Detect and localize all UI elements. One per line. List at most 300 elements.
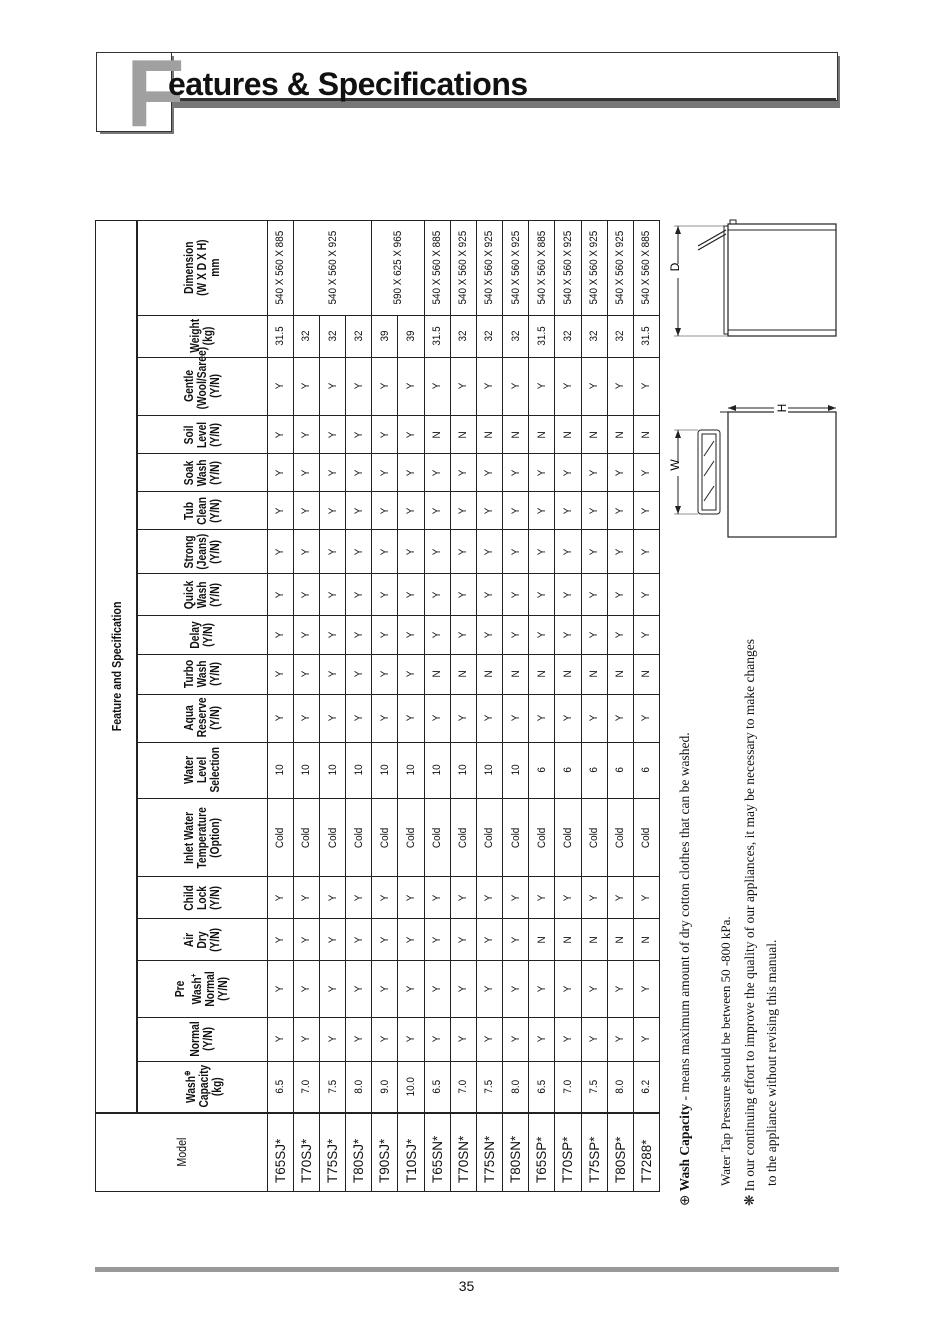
- spec-table-body: [267, 221, 659, 1192]
- cell-tub: Y: [398, 494, 424, 528]
- cell-air: Y: [372, 921, 398, 959]
- cell-inlet: Cold: [424, 802, 450, 872]
- cell-aqua: Y: [450, 697, 476, 740]
- note-water-pressure: Water Tap Pressure should be between 50 -800 kPa.: [718, 916, 733, 1186]
- model-cell: T75SP*: [581, 1113, 607, 1191]
- table-row: [633, 221, 659, 1192]
- cell-normal: Y: [555, 1019, 581, 1059]
- cell-quick: Y: [319, 576, 345, 614]
- cell-weight: 31.5: [529, 317, 555, 355]
- cell-dimension: 540 X 560 X 925: [581, 225, 607, 310]
- cell-air: N: [529, 921, 555, 959]
- col-air-dry: Air Dry (Y/N): [137, 923, 267, 958]
- cell-soak: Y: [529, 455, 555, 489]
- cell-child: Y: [607, 879, 633, 917]
- cell-dimension: 540 X 560 X 885: [424, 225, 450, 310]
- cell-air: N: [607, 921, 633, 959]
- note-changes-line2: to the appliance without revising this manual.: [764, 939, 779, 1186]
- cell-soak: Y: [503, 455, 529, 489]
- cell-soak: Y: [319, 455, 345, 489]
- cell-water: 10: [450, 745, 476, 796]
- cell-child: Y: [450, 879, 476, 917]
- col-weight: Weight (kg): [137, 319, 267, 354]
- cell-turbo: Y: [346, 656, 372, 692]
- cell-delay: Y: [633, 618, 659, 652]
- cell-cap: 6.5: [267, 1064, 293, 1111]
- model-cell: T10SJ*: [398, 1113, 424, 1191]
- cell-delay: Y: [529, 618, 555, 652]
- cell-gentle: Y: [581, 360, 607, 412]
- cell-water: 6: [555, 745, 581, 796]
- cell-air: Y: [503, 921, 529, 959]
- cell-gentle: Y: [398, 360, 424, 412]
- cell-strong: Y: [450, 532, 476, 572]
- cell-child: Y: [293, 879, 319, 917]
- cell-normal: Y: [529, 1019, 555, 1059]
- cell-quick: Y: [293, 576, 319, 614]
- cell-aqua: Y: [607, 697, 633, 740]
- cell-cap: 6.2: [633, 1064, 659, 1111]
- cell-tub: Y: [372, 494, 398, 528]
- cell-quick: Y: [529, 576, 555, 614]
- cell-gentle: Y: [293, 360, 319, 412]
- cell-water: 10: [503, 745, 529, 796]
- model-cell: T80SJ*: [346, 1113, 372, 1191]
- cell-gentle: Y: [476, 360, 502, 412]
- cell-strong: Y: [633, 532, 659, 572]
- cell-strong: Y: [555, 532, 581, 572]
- cell-cap: 6.5: [424, 1064, 450, 1111]
- cell-cap: 6.5: [529, 1064, 555, 1111]
- cell-cap: 7.5: [581, 1064, 607, 1111]
- cell-strong: Y: [372, 532, 398, 572]
- cell-aqua: Y: [293, 697, 319, 740]
- cell-pre: Y: [450, 964, 476, 1015]
- cell-soak: Y: [346, 455, 372, 489]
- cell-turbo: Y: [267, 656, 293, 692]
- cell-tub: Y: [293, 494, 319, 528]
- cell-soil: N: [476, 417, 502, 451]
- cell-water: 10: [267, 745, 293, 796]
- cell-weight: 32: [607, 317, 633, 355]
- model-cell: T80SN*: [503, 1113, 529, 1191]
- cell-normal: Y: [267, 1019, 293, 1059]
- cell-quick: Y: [424, 576, 450, 614]
- cell-tub: Y: [476, 494, 502, 528]
- cell-tub: Y: [555, 494, 581, 528]
- title-initial: F: [126, 40, 185, 147]
- cell-delay: Y: [581, 618, 607, 652]
- table-row: [476, 221, 502, 1192]
- cell-quick: Y: [607, 576, 633, 614]
- cell-child: Y: [424, 879, 450, 917]
- cell-pre: Y: [555, 964, 581, 1015]
- cell-inlet: Cold: [633, 802, 659, 872]
- cell-gentle: Y: [267, 360, 293, 412]
- model-cell: T65SN*: [424, 1113, 450, 1191]
- cell-gentle: Y: [450, 360, 476, 412]
- cell-water: 10: [293, 745, 319, 796]
- col-pre-wash: Pre Wash+ Normal (Y/N): [137, 966, 267, 1012]
- cell-water: 6: [607, 745, 633, 796]
- cell-normal: Y: [607, 1019, 633, 1059]
- cell-weight: 32: [476, 317, 502, 355]
- model-cell: T75SN*: [476, 1113, 502, 1191]
- cell-dimension: 540 X 560 X 925: [450, 225, 476, 310]
- spec-table-rotated: [95, 220, 660, 1192]
- cell-quick: Y: [346, 576, 372, 614]
- cell-child: Y: [346, 879, 372, 917]
- cell-dimension: 540 X 560 X 885: [529, 225, 555, 310]
- cell-inlet: Cold: [450, 802, 476, 872]
- cell-soil: Y: [293, 417, 319, 451]
- cell-cap: 8.0: [503, 1064, 529, 1111]
- page-title: eatures & Specifications: [168, 66, 528, 102]
- cell-inlet: Cold: [555, 802, 581, 872]
- cell-inlet: Cold: [372, 802, 398, 872]
- cell-strong: Y: [398, 532, 424, 572]
- cell-delay: Y: [346, 618, 372, 652]
- model-cell: T70SN*: [450, 1113, 476, 1191]
- cell-tub: Y: [450, 494, 476, 528]
- cell-dimension: 540 X 560 X 885: [633, 225, 659, 310]
- cell-pre: Y: [424, 964, 450, 1015]
- cell-child: Y: [581, 879, 607, 917]
- cell-cap: 10.0: [398, 1064, 424, 1111]
- cell-water: 10: [346, 745, 372, 796]
- cell-soak: Y: [372, 455, 398, 489]
- cell-soak: Y: [424, 455, 450, 489]
- cell-quick: Y: [450, 576, 476, 614]
- model-cell: T65SJ*: [267, 1113, 293, 1191]
- cell-strong: Y: [424, 532, 450, 572]
- cell-normal: Y: [633, 1019, 659, 1059]
- cell-cap: 7.0: [293, 1064, 319, 1111]
- cell-strong: Y: [476, 532, 502, 572]
- cell-weight: 31.5: [633, 317, 659, 355]
- col-soak-wash: Soak Wash (Y/N): [137, 457, 267, 488]
- cell-strong: Y: [267, 532, 293, 572]
- cell-air: Y: [476, 921, 502, 959]
- cell-soak: Y: [555, 455, 581, 489]
- cell-water: 6: [529, 745, 555, 796]
- cell-inlet: Cold: [476, 802, 502, 872]
- cell-soak: Y: [450, 455, 476, 489]
- note-changes-line1: ❋ In our continuing effort to improve the quality of our appliances, it may be necessary to make changes: [742, 638, 757, 1206]
- cell-delay: Y: [476, 618, 502, 652]
- cell-delay: Y: [555, 618, 581, 652]
- cell-normal: Y: [503, 1019, 529, 1059]
- cell-water: 10: [398, 745, 424, 796]
- cell-turbo: Y: [372, 656, 398, 692]
- cell-tub: Y: [346, 494, 372, 528]
- cell-air: N: [581, 921, 607, 959]
- col-turbo-wash: Turbo Wash (Y/N): [137, 658, 267, 691]
- cell-soil: Y: [346, 417, 372, 451]
- cell-turbo: N: [450, 656, 476, 692]
- cell-quick: Y: [372, 576, 398, 614]
- cell-child: Y: [267, 879, 293, 917]
- cell-dimension: 540 X 560 X 925: [607, 225, 633, 310]
- footer-rule: [95, 1267, 839, 1272]
- cell-aqua: Y: [267, 697, 293, 740]
- cell-normal: Y: [450, 1019, 476, 1059]
- col-inlet-temp: Inlet Water Temperature (Option): [137, 805, 267, 869]
- cell-soak: Y: [476, 455, 502, 489]
- table-row: [372, 221, 398, 1192]
- cell-soil: N: [450, 417, 476, 451]
- table-row: [503, 221, 529, 1192]
- cell-quick: Y: [555, 576, 581, 614]
- dimension-diagrams: [668, 216, 848, 916]
- col-delay: Delay (Y/N): [137, 619, 267, 650]
- cell-inlet: Cold: [581, 802, 607, 872]
- cell-inlet: Cold: [267, 802, 293, 872]
- cell-inlet: Cold: [293, 802, 319, 872]
- cell-water: 10: [476, 745, 502, 796]
- table-row: [581, 221, 607, 1192]
- cell-dimension: 540 X 560 X 925: [555, 225, 581, 310]
- cell-cap: 9.0: [372, 1064, 398, 1111]
- column-header-row: [137, 221, 267, 1192]
- cell-soak: Y: [607, 455, 633, 489]
- cell-tub: Y: [424, 494, 450, 528]
- cell-gentle: Y: [633, 360, 659, 412]
- cell-turbo: N: [529, 656, 555, 692]
- cell-quick: Y: [633, 576, 659, 614]
- cell-turbo: N: [476, 656, 502, 692]
- cell-turbo: N: [424, 656, 450, 692]
- cell-aqua: Y: [319, 697, 345, 740]
- cell-inlet: Cold: [398, 802, 424, 872]
- cell-normal: Y: [424, 1019, 450, 1059]
- col-wash-capacity: Wash⊕ Capacity (kg): [137, 1066, 267, 1109]
- cell-inlet: Cold: [607, 802, 633, 872]
- feature-spec-header: Feature and Specification: [96, 301, 138, 1033]
- cell-gentle: Y: [424, 360, 450, 412]
- cell-child: Y: [476, 879, 502, 917]
- cell-water: 6: [633, 745, 659, 796]
- cell-normal: Y: [398, 1019, 424, 1059]
- cell-gentle: Y: [346, 360, 372, 412]
- top-view-diagram: [668, 402, 836, 537]
- cell-normal: Y: [476, 1019, 502, 1059]
- cell-weight: 32: [581, 317, 607, 355]
- cell-soil: Y: [319, 417, 345, 451]
- cell-turbo: Y: [293, 656, 319, 692]
- table-row: [607, 221, 633, 1192]
- cell-pre: Y: [476, 964, 502, 1015]
- cell-cap: 7.5: [319, 1064, 345, 1111]
- cell-weight: 32: [555, 317, 581, 355]
- cell-dimension: 590 X 625 X 965: [372, 225, 424, 310]
- dimension-d-label: D: [668, 262, 682, 272]
- cell-child: Y: [529, 879, 555, 917]
- cell-gentle: Y: [319, 360, 345, 412]
- cell-delay: Y: [267, 618, 293, 652]
- cell-cap: 7.0: [450, 1064, 476, 1111]
- cell-weight: 32: [346, 317, 372, 355]
- cell-weight: 32: [503, 317, 529, 355]
- cell-tub: Y: [503, 494, 529, 528]
- cell-soil: N: [607, 417, 633, 451]
- cell-aqua: Y: [476, 697, 502, 740]
- table-row: [398, 221, 424, 1192]
- table-row: [319, 221, 345, 1192]
- table-row: [267, 221, 293, 1192]
- cell-pre: Y: [319, 964, 345, 1015]
- cell-aqua: Y: [529, 697, 555, 740]
- cell-dimension: 540 X 560 X 885: [267, 225, 293, 310]
- cell-aqua: Y: [398, 697, 424, 740]
- col-child-lock: Child Lock (Y/N): [137, 880, 267, 915]
- cell-tub: Y: [267, 494, 293, 528]
- cell-normal: Y: [581, 1019, 607, 1059]
- cell-aqua: Y: [633, 697, 659, 740]
- cell-air: N: [633, 921, 659, 959]
- cell-weight: 39: [372, 317, 398, 355]
- cell-pre: Y: [346, 964, 372, 1015]
- cell-air: Y: [293, 921, 319, 959]
- cell-strong: Y: [581, 532, 607, 572]
- cell-quick: Y: [398, 576, 424, 614]
- cell-cap: 8.0: [607, 1064, 633, 1111]
- cell-normal: Y: [372, 1019, 398, 1059]
- cell-pre: Y: [633, 964, 659, 1015]
- cell-aqua: Y: [372, 697, 398, 740]
- cell-water: 10: [319, 745, 345, 796]
- page-number: 35: [458, 1278, 475, 1294]
- cell-delay: Y: [319, 618, 345, 652]
- cell-tub: Y: [581, 494, 607, 528]
- cell-soak: Y: [398, 455, 424, 489]
- cell-inlet: Cold: [346, 802, 372, 872]
- cell-soil: N: [633, 417, 659, 451]
- cell-inlet: Cold: [503, 802, 529, 872]
- col-soil-level: Soil Level (Y/N): [137, 419, 267, 450]
- table-row: [529, 221, 555, 1192]
- cell-delay: Y: [503, 618, 529, 652]
- cell-aqua: Y: [581, 697, 607, 740]
- cell-soak: Y: [293, 455, 319, 489]
- cell-gentle: Y: [555, 360, 581, 412]
- cell-strong: Y: [293, 532, 319, 572]
- model-cell: T90SJ*: [372, 1113, 398, 1191]
- cell-weight: 39: [398, 317, 424, 355]
- model-cell: T70SJ*: [293, 1113, 319, 1191]
- col-quick-wash: Quick Wash (Y/N): [137, 578, 267, 613]
- cell-soak: Y: [581, 455, 607, 489]
- table-row: [555, 221, 581, 1192]
- cell-soil: Y: [398, 417, 424, 451]
- cell-child: Y: [503, 879, 529, 917]
- cell-tub: Y: [633, 494, 659, 528]
- cell-soil: Y: [372, 417, 398, 451]
- cell-strong: Y: [319, 532, 345, 572]
- cell-cap: 7.0: [555, 1064, 581, 1111]
- cell-air: Y: [450, 921, 476, 959]
- cell-turbo: N: [555, 656, 581, 692]
- cell-soil: N: [555, 417, 581, 451]
- cell-dimension: 540 X 560 X 925: [503, 225, 529, 310]
- cell-water: 10: [372, 745, 398, 796]
- cell-dimension: 540 X 560 X 925: [293, 225, 371, 310]
- cell-pre: Y: [503, 964, 529, 1015]
- cell-soil: N: [424, 417, 450, 451]
- col-normal: Normal (Y/N): [137, 1021, 267, 1057]
- cell-turbo: Y: [398, 656, 424, 692]
- cell-pre: Y: [529, 964, 555, 1015]
- cell-gentle: Y: [607, 360, 633, 412]
- cell-strong: Y: [346, 532, 372, 572]
- cell-weight: 32: [319, 317, 345, 355]
- model-cell: T70SP*: [555, 1113, 581, 1191]
- cell-inlet: Cold: [529, 802, 555, 872]
- cell-soil: N: [529, 417, 555, 451]
- cell-weight: 31.5: [424, 317, 450, 355]
- cell-water: 10: [424, 745, 450, 796]
- cell-pre: Y: [293, 964, 319, 1015]
- cell-cap: 8.0: [346, 1064, 372, 1111]
- cell-delay: Y: [424, 618, 450, 652]
- cell-turbo: N: [633, 656, 659, 692]
- cell-air: Y: [346, 921, 372, 959]
- cell-turbo: N: [607, 656, 633, 692]
- cell-aqua: Y: [503, 697, 529, 740]
- model-cell: T80SP*: [607, 1113, 633, 1191]
- cell-air: Y: [424, 921, 450, 959]
- cell-weight: 32: [293, 317, 319, 355]
- cell-normal: Y: [346, 1019, 372, 1059]
- cell-pre: Y: [607, 964, 633, 1015]
- cell-child: Y: [633, 879, 659, 917]
- dimension-w-label: W: [668, 459, 682, 471]
- cell-air: Y: [267, 921, 293, 959]
- cell-delay: Y: [372, 618, 398, 652]
- cell-normal: Y: [319, 1019, 345, 1059]
- cell-quick: Y: [581, 576, 607, 614]
- cell-turbo: N: [581, 656, 607, 692]
- cell-quick: Y: [476, 576, 502, 614]
- cell-cap: 7.5: [476, 1064, 502, 1111]
- cell-strong: Y: [503, 532, 529, 572]
- table-row: [424, 221, 450, 1192]
- table-row: [450, 221, 476, 1192]
- cell-delay: Y: [450, 618, 476, 652]
- cell-aqua: Y: [424, 697, 450, 740]
- side-view-diagram: [668, 220, 836, 336]
- col-tub-clean: Tub Clean (Y/N): [137, 495, 267, 526]
- cell-gentle: Y: [529, 360, 555, 412]
- model-header: Model: [96, 1120, 268, 1184]
- dimension-h-label: H: [775, 403, 789, 413]
- cell-turbo: Y: [319, 656, 345, 692]
- note-wash-capacity: ⊕ Wash Capacity - means maximum amount of dry cotton clothes that can be washed.: [677, 732, 692, 1206]
- cell-weight: 31.5: [267, 317, 293, 355]
- model-cell: T7288*: [633, 1113, 659, 1191]
- cell-pre: Y: [398, 964, 424, 1015]
- cell-soil: N: [503, 417, 529, 451]
- cell-tub: Y: [319, 494, 345, 528]
- cell-soil: Y: [267, 417, 293, 451]
- cell-dimension: 540 X 560 X 925: [476, 225, 502, 310]
- col-dimension: Dimension (W X D X H) mm: [137, 229, 267, 307]
- cell-child: Y: [372, 879, 398, 917]
- cell-child: Y: [319, 879, 345, 917]
- cell-tub: Y: [529, 494, 555, 528]
- cell-pre: Y: [267, 964, 293, 1015]
- cell-aqua: Y: [346, 697, 372, 740]
